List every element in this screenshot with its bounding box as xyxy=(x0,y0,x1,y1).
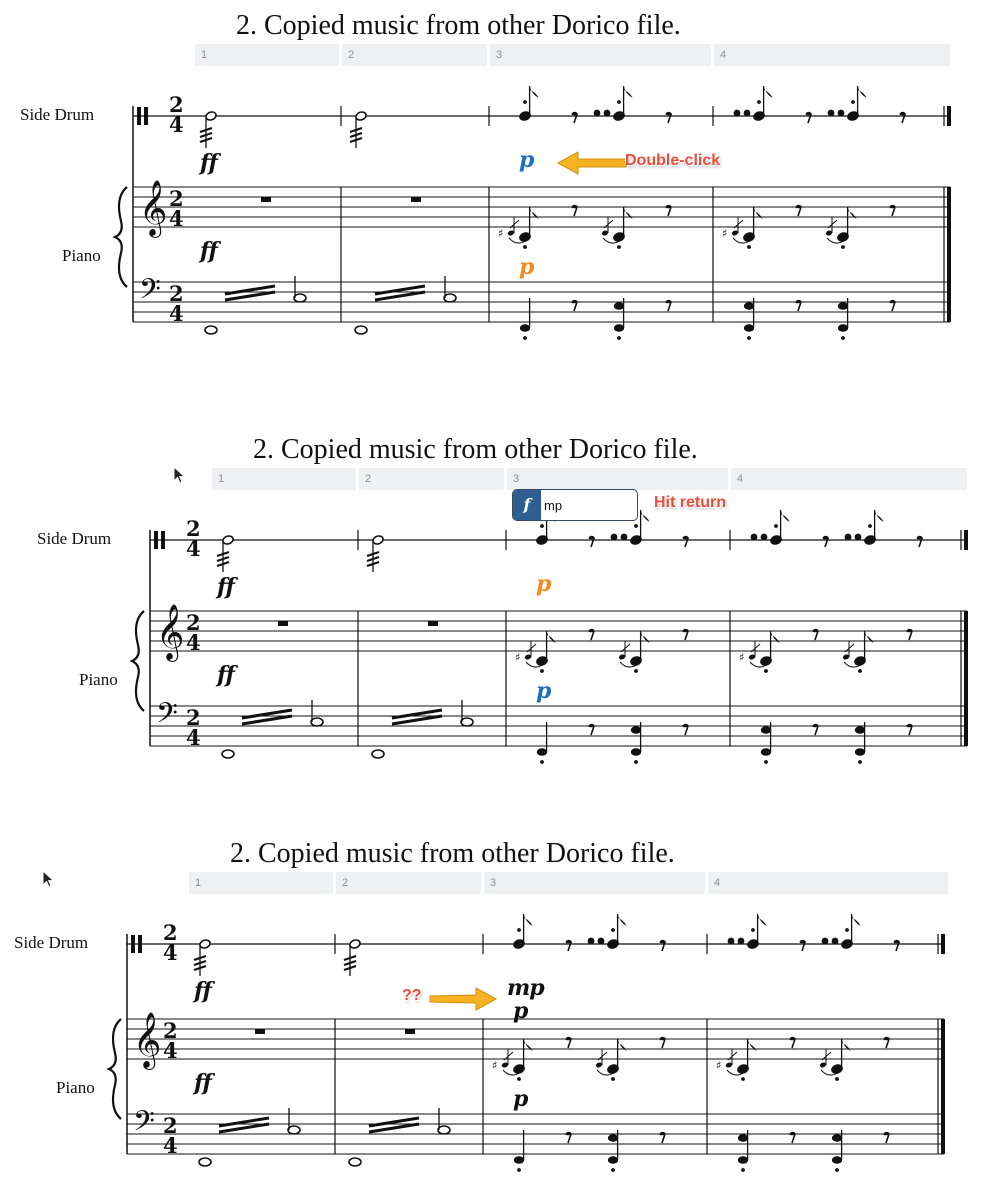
sixteenth-note-head xyxy=(855,534,862,541)
staccato-dot xyxy=(858,760,862,764)
eighth-rest xyxy=(666,206,671,217)
eighth-rest xyxy=(660,1038,665,1049)
piano-brace xyxy=(109,1019,121,1119)
page-title: 2. Copied music from other Dorico file. xyxy=(236,10,681,41)
staccato-dot xyxy=(747,245,751,249)
time-signature-bottom: 4 xyxy=(163,1038,178,1063)
dynamics-popover-input[interactable] xyxy=(544,490,637,520)
bass-note-head xyxy=(520,324,530,332)
eighth-rest xyxy=(806,113,811,124)
time-signature-top: 2 xyxy=(163,1113,178,1138)
eighth-rest xyxy=(907,630,912,641)
half-note-head xyxy=(288,1126,300,1134)
percussion-clef-right xyxy=(161,531,165,549)
sixteenth-note-head xyxy=(822,938,829,945)
bass-clef: 𝄢 xyxy=(156,697,178,737)
eighth-rest xyxy=(589,630,594,641)
half-note-head xyxy=(349,1158,361,1166)
staccato-dot xyxy=(540,524,544,528)
whole-rest xyxy=(255,1029,265,1034)
staccato-dot xyxy=(845,928,849,932)
half-note-head xyxy=(205,111,217,122)
half-note-head xyxy=(311,718,323,726)
eighth-rest xyxy=(900,113,905,124)
eighth-rest xyxy=(813,725,818,736)
percussion-clef-right xyxy=(138,935,142,953)
dynamic-p-side-drum-selected[interactable]: p xyxy=(536,571,551,597)
staccato-dot xyxy=(634,669,638,673)
percussion-clef-left xyxy=(137,107,141,125)
staccato-dot xyxy=(747,336,751,340)
time-signature-top: 2 xyxy=(169,92,184,117)
note-flag xyxy=(758,914,767,926)
eighth-rest xyxy=(884,1038,889,1049)
sixteenth-note-head xyxy=(621,534,628,541)
bass-note-head xyxy=(608,1156,618,1164)
dynamic-ff-side-drum[interactable]: ff xyxy=(200,150,217,176)
instrument-label-side-drum: Side Drum xyxy=(14,933,89,952)
eighth-rest xyxy=(572,206,577,217)
staccato-dot xyxy=(858,669,862,673)
staccato-dot xyxy=(634,760,638,764)
half-note-head xyxy=(372,535,384,546)
instrument-label-piano: Piano xyxy=(79,670,118,689)
bar-number-4[interactable]: 4 xyxy=(731,468,967,490)
instrument-label-side-drum: Side Drum xyxy=(37,529,112,548)
bass-note-head xyxy=(608,1134,618,1142)
bar-number-4[interactable]: 4 xyxy=(714,44,950,66)
half-note-head xyxy=(294,294,306,302)
eighth-rest xyxy=(683,630,688,641)
eighth-rest xyxy=(572,113,577,124)
bass-note-head xyxy=(838,324,848,332)
time-signature-bottom: 4 xyxy=(169,112,184,137)
dynamics-popover-icon: f xyxy=(513,490,541,520)
eighth-rest xyxy=(660,1133,665,1144)
half-note-head xyxy=(444,294,456,302)
music-staves[interactable] xyxy=(0,0,1000,400)
eighth-rest xyxy=(796,206,801,217)
eighth-rest xyxy=(907,725,912,736)
bar-number-1[interactable]: 1 xyxy=(189,872,333,894)
half-note-head xyxy=(222,535,234,546)
dynamic-p-piano[interactable]: p xyxy=(536,678,551,704)
eighth-rest xyxy=(660,941,665,952)
note-flag xyxy=(524,914,533,926)
time-signature-bottom: 4 xyxy=(186,725,201,750)
eighth-rest xyxy=(790,1133,795,1144)
half-note-head xyxy=(355,326,367,334)
bass-note-head xyxy=(738,1134,748,1142)
eighth-rest xyxy=(666,301,671,312)
sixteenth-note-head xyxy=(734,110,741,117)
sharp-accidental: ♯ xyxy=(498,227,504,240)
percussion-clef-left xyxy=(131,935,135,953)
staccato-dot xyxy=(835,1168,839,1172)
bass-note-head xyxy=(537,748,547,756)
dynamics-popover[interactable] xyxy=(512,489,638,521)
bass-note-head xyxy=(614,302,624,310)
dynamic-ff-piano[interactable]: ff xyxy=(200,238,217,264)
note-flag xyxy=(858,86,867,98)
dynamic-mp[interactable]: mp xyxy=(507,975,544,1001)
score-panel-2 xyxy=(0,424,1000,824)
sharp-accidental: ♯ xyxy=(722,227,728,240)
sixteenth-note-head xyxy=(828,110,835,117)
eighth-rest xyxy=(884,1133,889,1144)
time-signature-bottom: 4 xyxy=(169,206,184,231)
note-flag xyxy=(875,510,884,522)
sixteenth-note-head xyxy=(832,938,839,945)
whole-rest xyxy=(428,621,438,626)
note-flag xyxy=(618,914,627,926)
note-flag xyxy=(641,510,650,522)
time-signature-bottom: 4 xyxy=(186,536,201,561)
mouse-pointer-icon xyxy=(173,466,187,486)
bass-note-head xyxy=(614,324,624,332)
staccato-dot xyxy=(868,524,872,528)
time-signature-bottom: 4 xyxy=(163,1133,178,1158)
staccato-dot xyxy=(757,100,761,104)
bar-number-3[interactable]: 3 xyxy=(490,44,711,66)
sharp-accidental: ♯ xyxy=(492,1059,498,1072)
dynamic-ff-side-drum[interactable]: ff xyxy=(217,574,234,600)
final-barline-thick xyxy=(947,106,951,126)
eighth-rest xyxy=(813,630,818,641)
staccato-dot xyxy=(764,760,768,764)
piano-brace xyxy=(115,187,127,287)
staccato-dot xyxy=(611,1077,615,1081)
sixteenth-note-head xyxy=(845,534,852,541)
score-panel-3 xyxy=(0,828,1000,1200)
sharp-accidental: ♯ xyxy=(716,1059,722,1072)
instrument-label-side-drum: Side Drum xyxy=(20,105,95,124)
bass-note-head xyxy=(744,324,754,332)
music-staves[interactable] xyxy=(0,424,1000,824)
bar-number-1[interactable]: 1 xyxy=(195,44,339,66)
half-note-head xyxy=(372,750,384,758)
annotation-double-click: Double-click xyxy=(625,152,721,169)
staccato-dot xyxy=(851,100,855,104)
half-note-head xyxy=(205,326,217,334)
annotation-question-marks: ?? xyxy=(402,987,422,1004)
eighth-rest xyxy=(572,301,577,312)
note-flag xyxy=(852,914,861,926)
staccato-dot xyxy=(523,245,527,249)
note-flag xyxy=(781,510,790,522)
bar-number-3[interactable]: 3 xyxy=(507,468,728,490)
time-signature-top: 2 xyxy=(163,920,178,945)
time-signature-bottom: 4 xyxy=(163,940,178,965)
treble-clef: 𝄞 xyxy=(156,604,185,660)
staccato-dot xyxy=(751,928,755,932)
staccato-dot xyxy=(540,760,544,764)
dynamic-p-side-drum[interactable]: p xyxy=(513,998,528,1024)
bar-number-1[interactable]: 1 xyxy=(212,468,356,490)
sixteenth-note-head xyxy=(598,938,605,945)
staccato-dot xyxy=(835,1077,839,1081)
staccato-dot xyxy=(774,524,778,528)
staccato-dot xyxy=(741,1168,745,1172)
eighth-rest xyxy=(566,1133,571,1144)
staccato-dot xyxy=(611,1168,615,1172)
staccato-dot xyxy=(741,1077,745,1081)
half-note-head xyxy=(349,939,361,950)
bass-note-head xyxy=(855,726,865,734)
bass-note-head xyxy=(761,726,771,734)
eighth-rest xyxy=(566,941,571,952)
bass-note-head xyxy=(855,748,865,756)
staccato-dot xyxy=(617,100,621,104)
piano-brace xyxy=(132,611,144,711)
final-barline-thick xyxy=(941,1019,945,1154)
final-barline-thick xyxy=(947,187,951,322)
time-signature-bottom: 4 xyxy=(169,301,184,326)
mouse-pointer-icon xyxy=(42,870,56,890)
eighth-rest xyxy=(589,725,594,736)
score-panel-1 xyxy=(0,0,1000,400)
time-signature-top: 2 xyxy=(169,186,184,211)
final-barline-thick xyxy=(964,530,968,550)
dynamic-p-side-drum-selected[interactable]: p xyxy=(519,147,534,173)
eighth-rest xyxy=(800,941,805,952)
bar-number-2[interactable]: 2 xyxy=(336,872,481,894)
bar-number-2[interactable]: 2 xyxy=(359,468,504,490)
eighth-rest xyxy=(823,537,828,548)
whole-rest xyxy=(278,621,288,626)
sharp-accidental: ♯ xyxy=(515,651,521,664)
bass-note-head xyxy=(744,302,754,310)
dynamic-ff-piano[interactable]: ff xyxy=(194,1070,211,1096)
staccato-dot xyxy=(523,100,527,104)
staccato-dot xyxy=(841,336,845,340)
page-title: 2. Copied music from other Dorico file. xyxy=(253,434,698,465)
sixteenth-note-head xyxy=(588,938,595,945)
note-flag xyxy=(764,86,773,98)
final-barline-thick xyxy=(964,611,968,746)
time-signature-top: 2 xyxy=(169,281,184,306)
half-note-head xyxy=(355,111,367,122)
eighth-rest xyxy=(890,301,895,312)
bar-number-2[interactable]: 2 xyxy=(342,44,487,66)
eighth-rest xyxy=(683,537,688,548)
staccato-dot xyxy=(841,245,845,249)
whole-rest xyxy=(261,197,271,202)
half-note-head xyxy=(461,718,473,726)
page-title: 2. Copied music from other Dorico file. xyxy=(230,838,675,869)
bass-clef: 𝄢 xyxy=(133,1105,155,1145)
time-signature-top: 2 xyxy=(186,610,201,635)
half-note-head xyxy=(199,1158,211,1166)
sixteenth-note-head xyxy=(761,534,768,541)
staccato-dot xyxy=(540,669,544,673)
bass-note-head xyxy=(514,1156,524,1164)
time-signature-bottom: 4 xyxy=(186,630,201,655)
note-flag xyxy=(624,86,633,98)
eighth-rest xyxy=(917,537,922,548)
staccato-dot xyxy=(517,1168,521,1172)
half-note-head xyxy=(438,1126,450,1134)
eighth-rest xyxy=(894,941,899,952)
bass-note-head xyxy=(761,748,771,756)
sixteenth-note-head xyxy=(744,110,751,117)
sixteenth-note-head xyxy=(594,110,601,117)
bass-note-head xyxy=(832,1156,842,1164)
annotation-hit-return: Hit return xyxy=(654,494,726,511)
sharp-accidental: ♯ xyxy=(739,651,745,664)
staccato-dot xyxy=(517,1077,521,1081)
half-note-head xyxy=(199,939,211,950)
staccato-dot xyxy=(517,928,521,932)
sixteenth-note-head xyxy=(604,110,611,117)
percussion-clef-left xyxy=(154,531,158,549)
eighth-rest xyxy=(683,725,688,736)
eighth-rest xyxy=(790,1038,795,1049)
sixteenth-note-head xyxy=(728,938,735,945)
dynamic-ff-side-drum[interactable]: ff xyxy=(194,978,211,1004)
sixteenth-note-head xyxy=(838,110,845,117)
time-signature-top: 2 xyxy=(163,1018,178,1043)
bass-note-head xyxy=(832,1134,842,1142)
dynamic-p-piano[interactable]: p xyxy=(513,1086,528,1112)
treble-clef: 𝄞 xyxy=(133,1012,162,1068)
whole-rest xyxy=(405,1029,415,1034)
treble-clef: 𝄞 xyxy=(139,180,168,236)
time-signature-top: 2 xyxy=(186,705,201,730)
music-staves[interactable] xyxy=(0,828,1000,1200)
half-note-head xyxy=(222,750,234,758)
percussion-clef-right xyxy=(144,107,148,125)
eighth-rest xyxy=(589,537,594,548)
sixteenth-note-head xyxy=(611,534,618,541)
instrument-label-piano: Piano xyxy=(56,1078,95,1097)
dynamic-p-piano-selected[interactable]: p xyxy=(519,254,534,280)
sixteenth-note-head xyxy=(751,534,758,541)
instrument-label-piano: Piano xyxy=(62,246,101,265)
staccato-dot xyxy=(523,336,527,340)
bar-number-3[interactable]: 3 xyxy=(484,872,705,894)
bass-note-head xyxy=(838,302,848,310)
staccato-dot xyxy=(617,336,621,340)
whole-rest xyxy=(411,197,421,202)
bass-note-head xyxy=(631,748,641,756)
eighth-rest xyxy=(796,301,801,312)
eighth-rest xyxy=(666,113,671,124)
eighth-rest xyxy=(890,206,895,217)
callout-arrow-icon xyxy=(428,986,498,1012)
note-flag xyxy=(530,86,539,98)
staccato-dot xyxy=(634,524,638,528)
staccato-dot xyxy=(611,928,615,932)
bar-number-4[interactable]: 4 xyxy=(708,872,948,894)
staccato-dot xyxy=(617,245,621,249)
bass-clef: 𝄢 xyxy=(139,273,161,313)
callout-arrow-icon xyxy=(556,150,628,176)
bass-note-head xyxy=(631,726,641,734)
bass-note-head xyxy=(738,1156,748,1164)
final-barline-thick xyxy=(941,934,945,954)
eighth-rest xyxy=(566,1038,571,1049)
staccato-dot xyxy=(764,669,768,673)
sixteenth-note-head xyxy=(738,938,745,945)
dynamic-ff-piano[interactable]: ff xyxy=(217,662,234,688)
time-signature-top: 2 xyxy=(186,516,201,541)
